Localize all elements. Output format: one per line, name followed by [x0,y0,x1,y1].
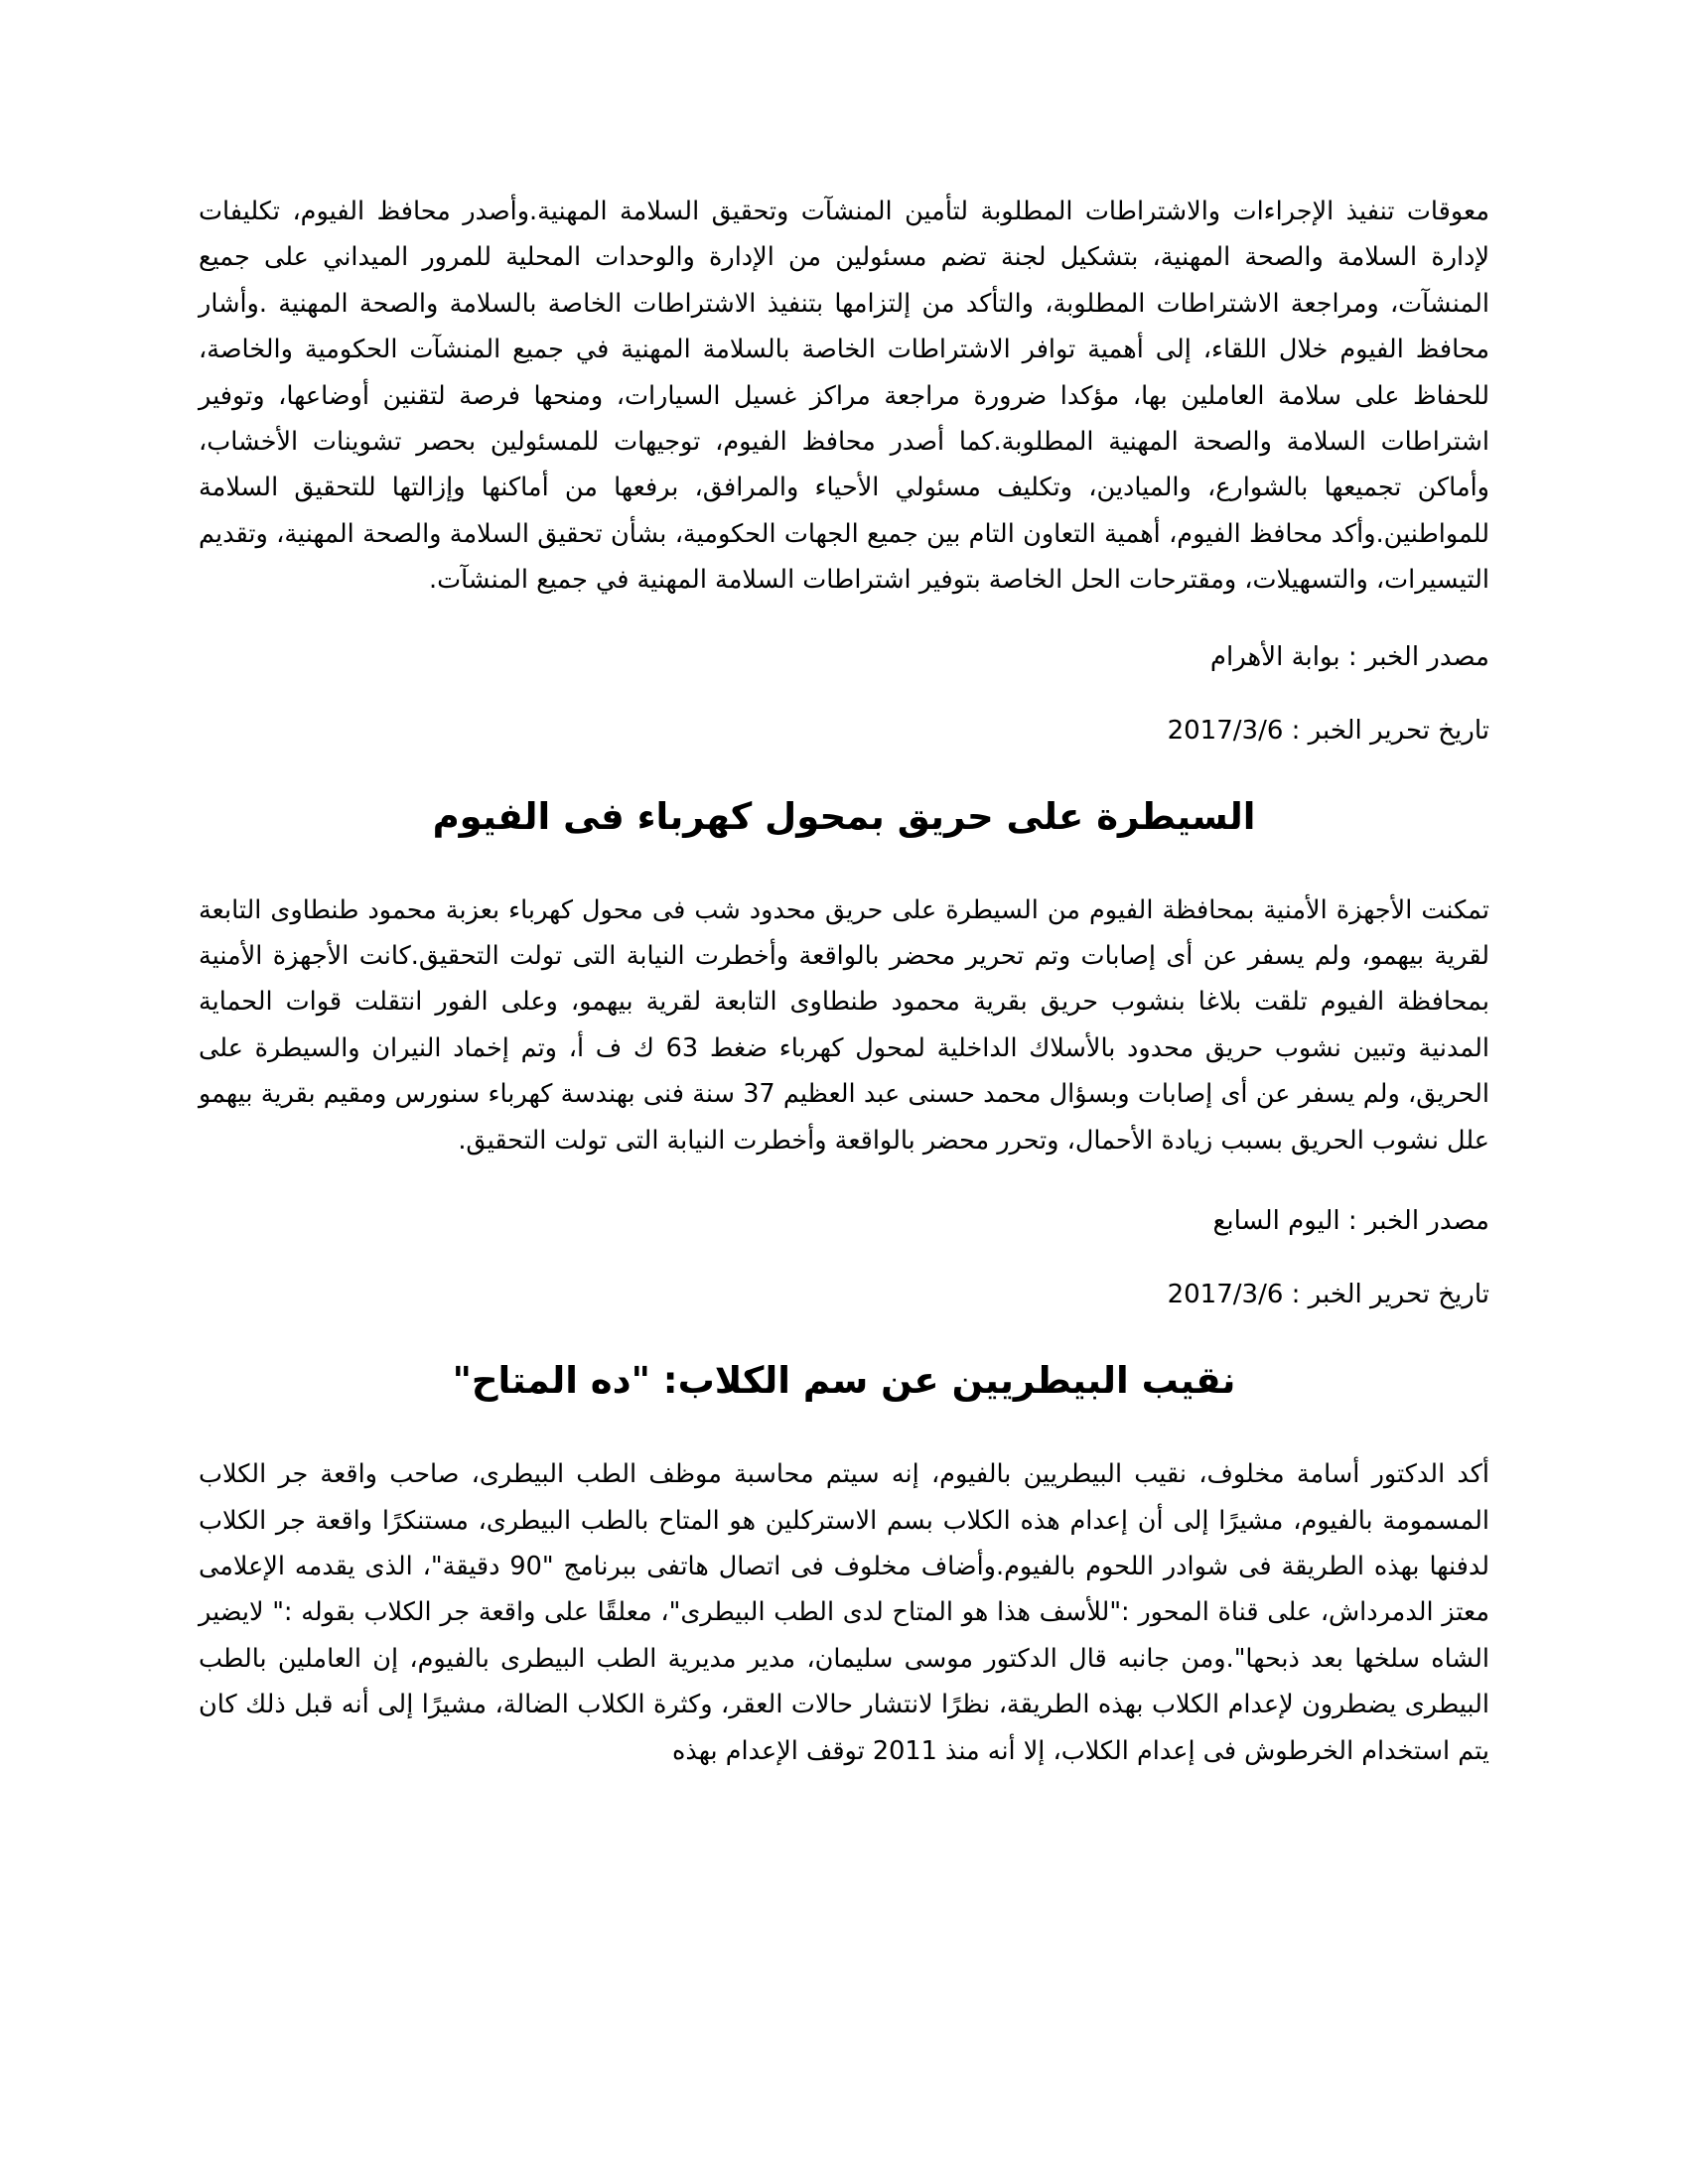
article-1-body: معوقات تنفيذ الإجراءات والاشتراطات المطلوبة لتأمين المنشآت وتحقيق السلامة المهنية.وأصدر محافظ الفيوم، تكليفات لإدارة السلامة والصحة المهنية، بتشكيل لجنة تضم مسئولين من الإدارة والوحدات المحلية للمرور الميداني على جميع المنشآت، ومراجعة الاشتراطات المطلوبة، والتأكد من إلتزامها بتنفيذ الاشتراطات الخاصة بالسلامة والصحة المهنية .وأشار محافظ الفيوم خلال اللقاء، إلى أهمية توافر الاشتراطات الخاصة بالسلامة المهنية في جميع المنشآت الحكومية والخاصة، للحفاظ على سلامة العاملين بها، مؤكدا ضرورة مراجعة مراكز غسيل السيارات، ومنحها فرصة لتقنين أوضاعها، وتوفير اشتراطات السلامة والصحة المهنية المطلوبة.كما أصدر محافظ الفيوم، توجيهات للمسئولين بحصر تشوينات الأخشاب، وأماكن تجميعها بالشوارع، والميادين، وتكليف مسئولي الأحياء والمرافق، برفعها من أماكنها وإزالتها للتحقيق السلامة للمواطنين.وأكد محافظ الفيوم، أهمية التعاون التام بين جميع الجهات الحكومية، بشأن تحقيق السلامة والصحة المهنية، وتقديم التيسيرات، والتسهيلات، ومقترحات الحل الخاصة بتوفير اشتراطات السلامة المهنية في جميع المنشآت. [199,197,1489,596]
article-2-body: تمكنت الأجهزة الأمنية بمحافظة الفيوم من السيطرة على حريق محدود شب فى محول كهرباء بعزبة محمود طنطاوى التابعة لقرية بيهمو، ولم يسفر عن أى إصابات وتم تحرير محضر بالواقعة وأخطرت النيابة التى تولت التحقيق.كانت الأجهزة الأمنية بمحافظة الفيوم تلقت بلاغا بنشوب حريق بقرية محمود طنطاوى التابعة لقرية بيهمو، وعلى الفور انتقلت قوات الحماية المدنية وتبين نشوب حريق محدود بالأسلاك الداخلية لمحول كهرباء ضغط 63 ك ف أ، وتم إخماد النيران والسيطرة على الحريق، ولم يسفر عن أى إصابات وبسؤال محمد حسنى عبد العظيم 37 سنة فنى بهندسة كهرباء سنورس ومقيم بقرية بيهمو علل نشوب الحريق بسبب زيادة الأحمال، وتحرر محضر بالواقعة وأخطرت النيابة التى تولت التحقيق. [199,894,1489,1156]
article-3-body: أكد الدكتور أسامة مخلوف، نقيب البيطريين بالفيوم، إنه سيتم محاسبة موظف الطب البيطرى، صاحب واقعة جر الكلاب المسمومة بالفيوم، مشيرًا إلى أن إعدام هذه الكلاب بسم الاستركلين هو المتاح بالطب البيطرى، مستنكرًا واقعة جر الكلاب لدفنها بهذه الطريقة فى شوادر اللحوم بالفيوم.وأضاف مخلوف فى اتصال هاتفى ببرنامج "90 دقيقة"، الذى يقدمه الإعلامى معتز الدمرداش، على قناة المحور :"للأسف هذا هو المتاح لدى الطب البيطرى"، معلقًا على واقعة جر الكلاب بقوله :" لايضير الشاه سلخها بعد ذبحها".ومن جانبه قال الدكتور موسى سليمان، مدير مديرية الطب البيطرى بالفيوم، إن العاملين بالطب البيطرى يضطرون لإعدام الكلاب بهذه الطريقة، نظرًا لانتشار حالات العقر، وكثرة الكلاب الضالة، مشيرًا إلى أنه قبل ذلك كان يتم استخدام الخرطوش فى إعدام الكلاب، إلا أنه منذ 2011 توقف الإعدام بهذه [199,1459,1490,1766]
article-2-source: مصدر الخبر : اليوم السابع [1212,1206,1489,1237]
article-2-date: تاريخ تحرير الخبر : 2017/3/6 [1167,1280,1489,1310]
article-2-title: السيطرة على حريق بمحول كهرباء فى الفيوم [432,794,1256,838]
article-3-title: نقيب البيطريين عن سم الكلاب: "ده المتاح" [452,1359,1236,1403]
document-page [199,189,1489,1774]
article-1-date: تاريخ تحرير الخبر : 2017/3/6 [1167,715,1489,746]
article-1-source: مصدر الخبر : بوابة الأهرام [1209,641,1489,672]
